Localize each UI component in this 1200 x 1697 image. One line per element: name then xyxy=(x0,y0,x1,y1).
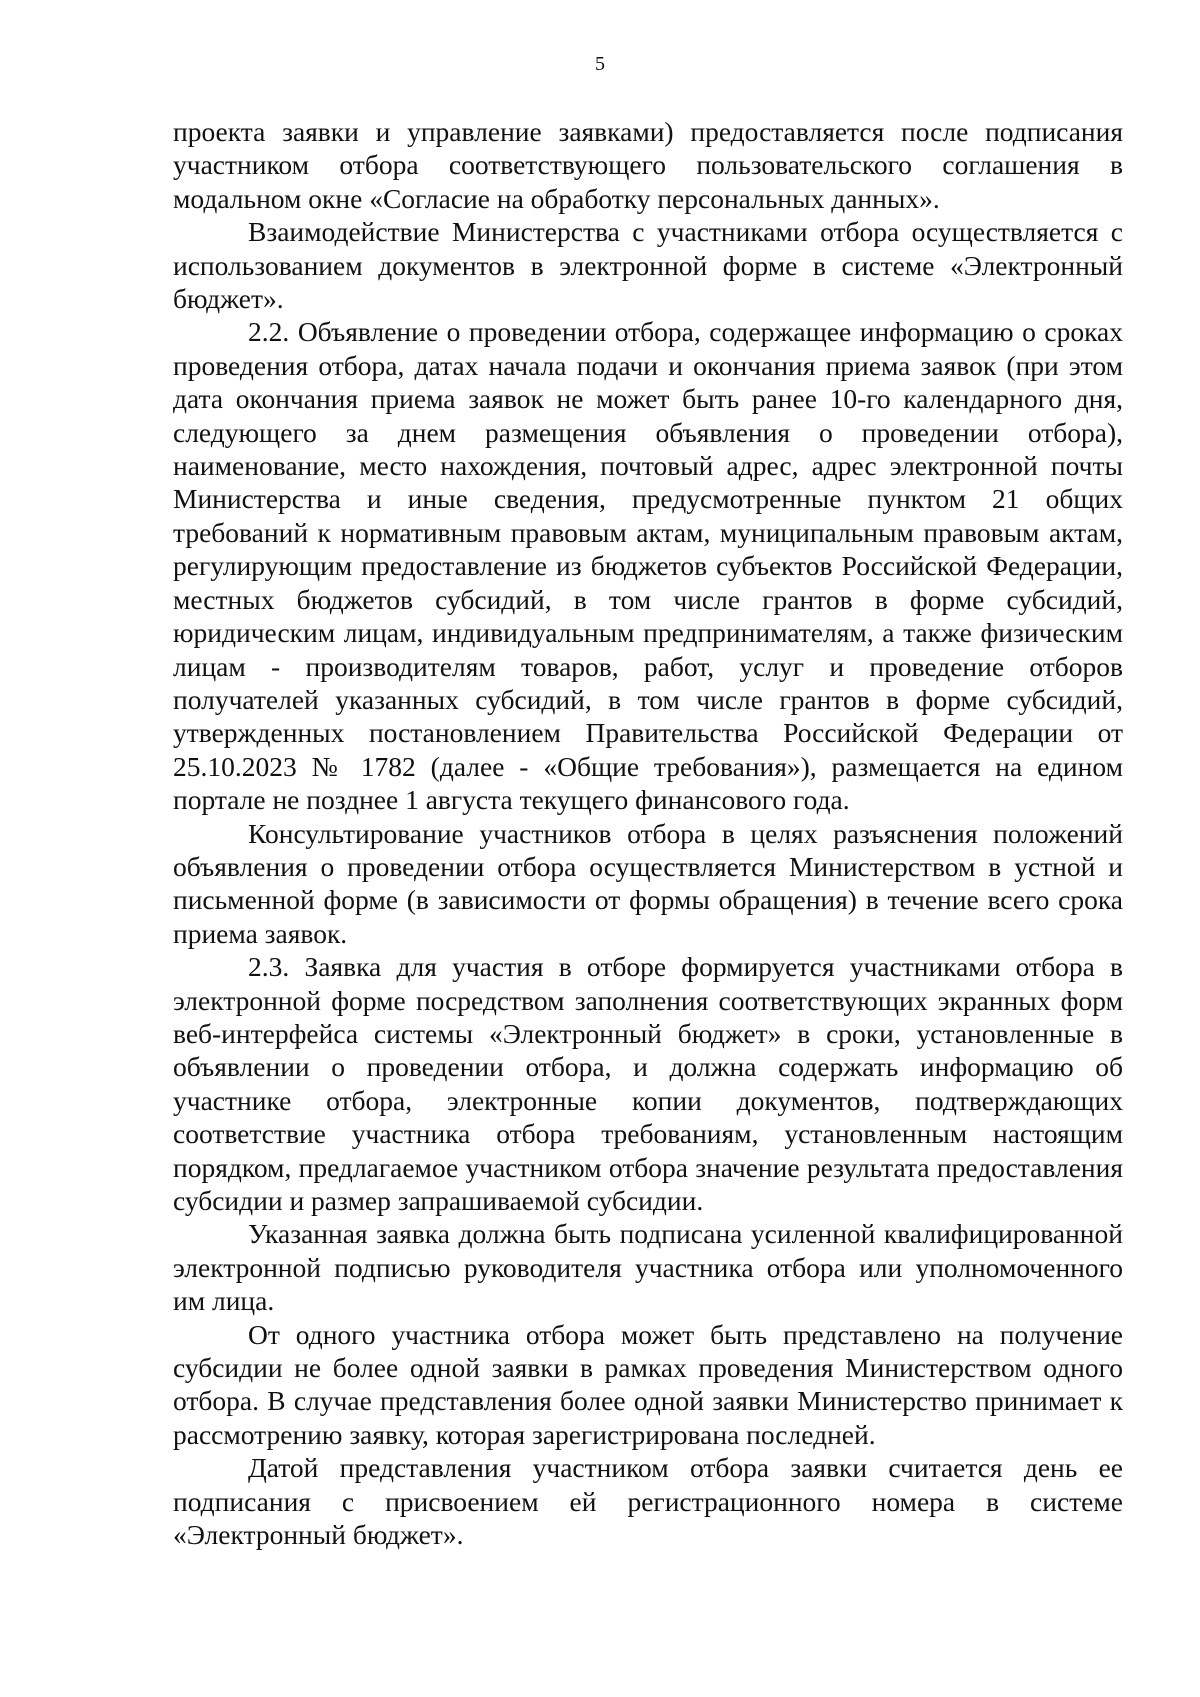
document-body xyxy=(173,115,1123,1551)
paragraph-6: Указанная заявка должна быть подписана усиленной квалифицированной электронной подписью руководителя участника отбора или уполномоченного им лица. xyxy=(173,1218,1123,1317)
page-number: 5 xyxy=(595,53,605,75)
paragraph-2: Взаимодействие Министерства с участниками отбора осуществляется с использованием документов в электронной форме в системе «Электронный бюджет». xyxy=(173,216,1123,315)
paragraph-8: Датой представления участником отбора заявки считается день ее подписания с присвоением ей регистрационного номера в системе «Электронный бюджет». xyxy=(173,1452,1123,1551)
paragraph-7: От одного участника отбора может быть представлено на получение субсидии не более одной заявки в рамках проведения Министерством одного отбора. В случае представления более одной заявки Министерство принимает к рассмотрению заявку, которая зарегистрирована последней. xyxy=(173,1318,1123,1450)
paragraph-5: 2.3. Заявка для участия в отборе формируется участниками отбора в электронной форме посредством заполнения соответствующих экранных форм веб-интерфейса системы «Электронный бюджет» в сроки, установленные в объявлении о проведении отбора, и должна содержать информацию об участнике отбора, электронные копии документов, подтверждающих соответствие участника отбора требованиям, установленным настоящим порядком, предлагаемое участником отбора значение результата предоставления субсидии и размер запрашиваемой субсидии. xyxy=(173,951,1123,1216)
paragraph-3: 2.2. Объявление о проведении отбора, содержащее информацию о сроках проведения отбора, датах начала подачи и окончания приема заявок (при этом дата окончания приема заявок не может быть ранее 10-го календарного дня, следующего за днем размещения объявления о проведении отбора), наименование, место нахождения, почтовый адрес, адрес электронной почты Министерства и иные сведения, предусмотренные пунктом 21 общих требований к нормативным правовым актам, муниципальным правовым актам, регулирующим предоставление из бюджетов субъектов Российской Федерации, местных бюджетов субсидий, в том числе грантов в форме субсидий, юридическим лицам, индивидуальным предпринимателям, а также физическим лицам - производителям товаров, работ, услуг и проведение отборов получателей указанных субсидий, в том числе грантов в форме субсидий, утвержденных постановлением Правительства Российской Федерации от 25.10.2023 № 1782 (далее - «Общие требования»), размещается на едином портале не позднее 1 августа текущего финансового года. xyxy=(173,316,1123,816)
paragraph-1: проекта заявки и управление заявками) предоставляется после подписания участником отбора соответствующего пользовательского соглашения в модальном окне «Согласие на обработку персональных данных». xyxy=(173,116,1123,214)
paragraph-4: Консультирование участников отбора в целях разъяснения положений объявления о проведении отбора осуществляется Министерством в устной и письменной форме (в зависимости от формы обращения) в течение всего срока приема заявок. xyxy=(173,817,1123,949)
